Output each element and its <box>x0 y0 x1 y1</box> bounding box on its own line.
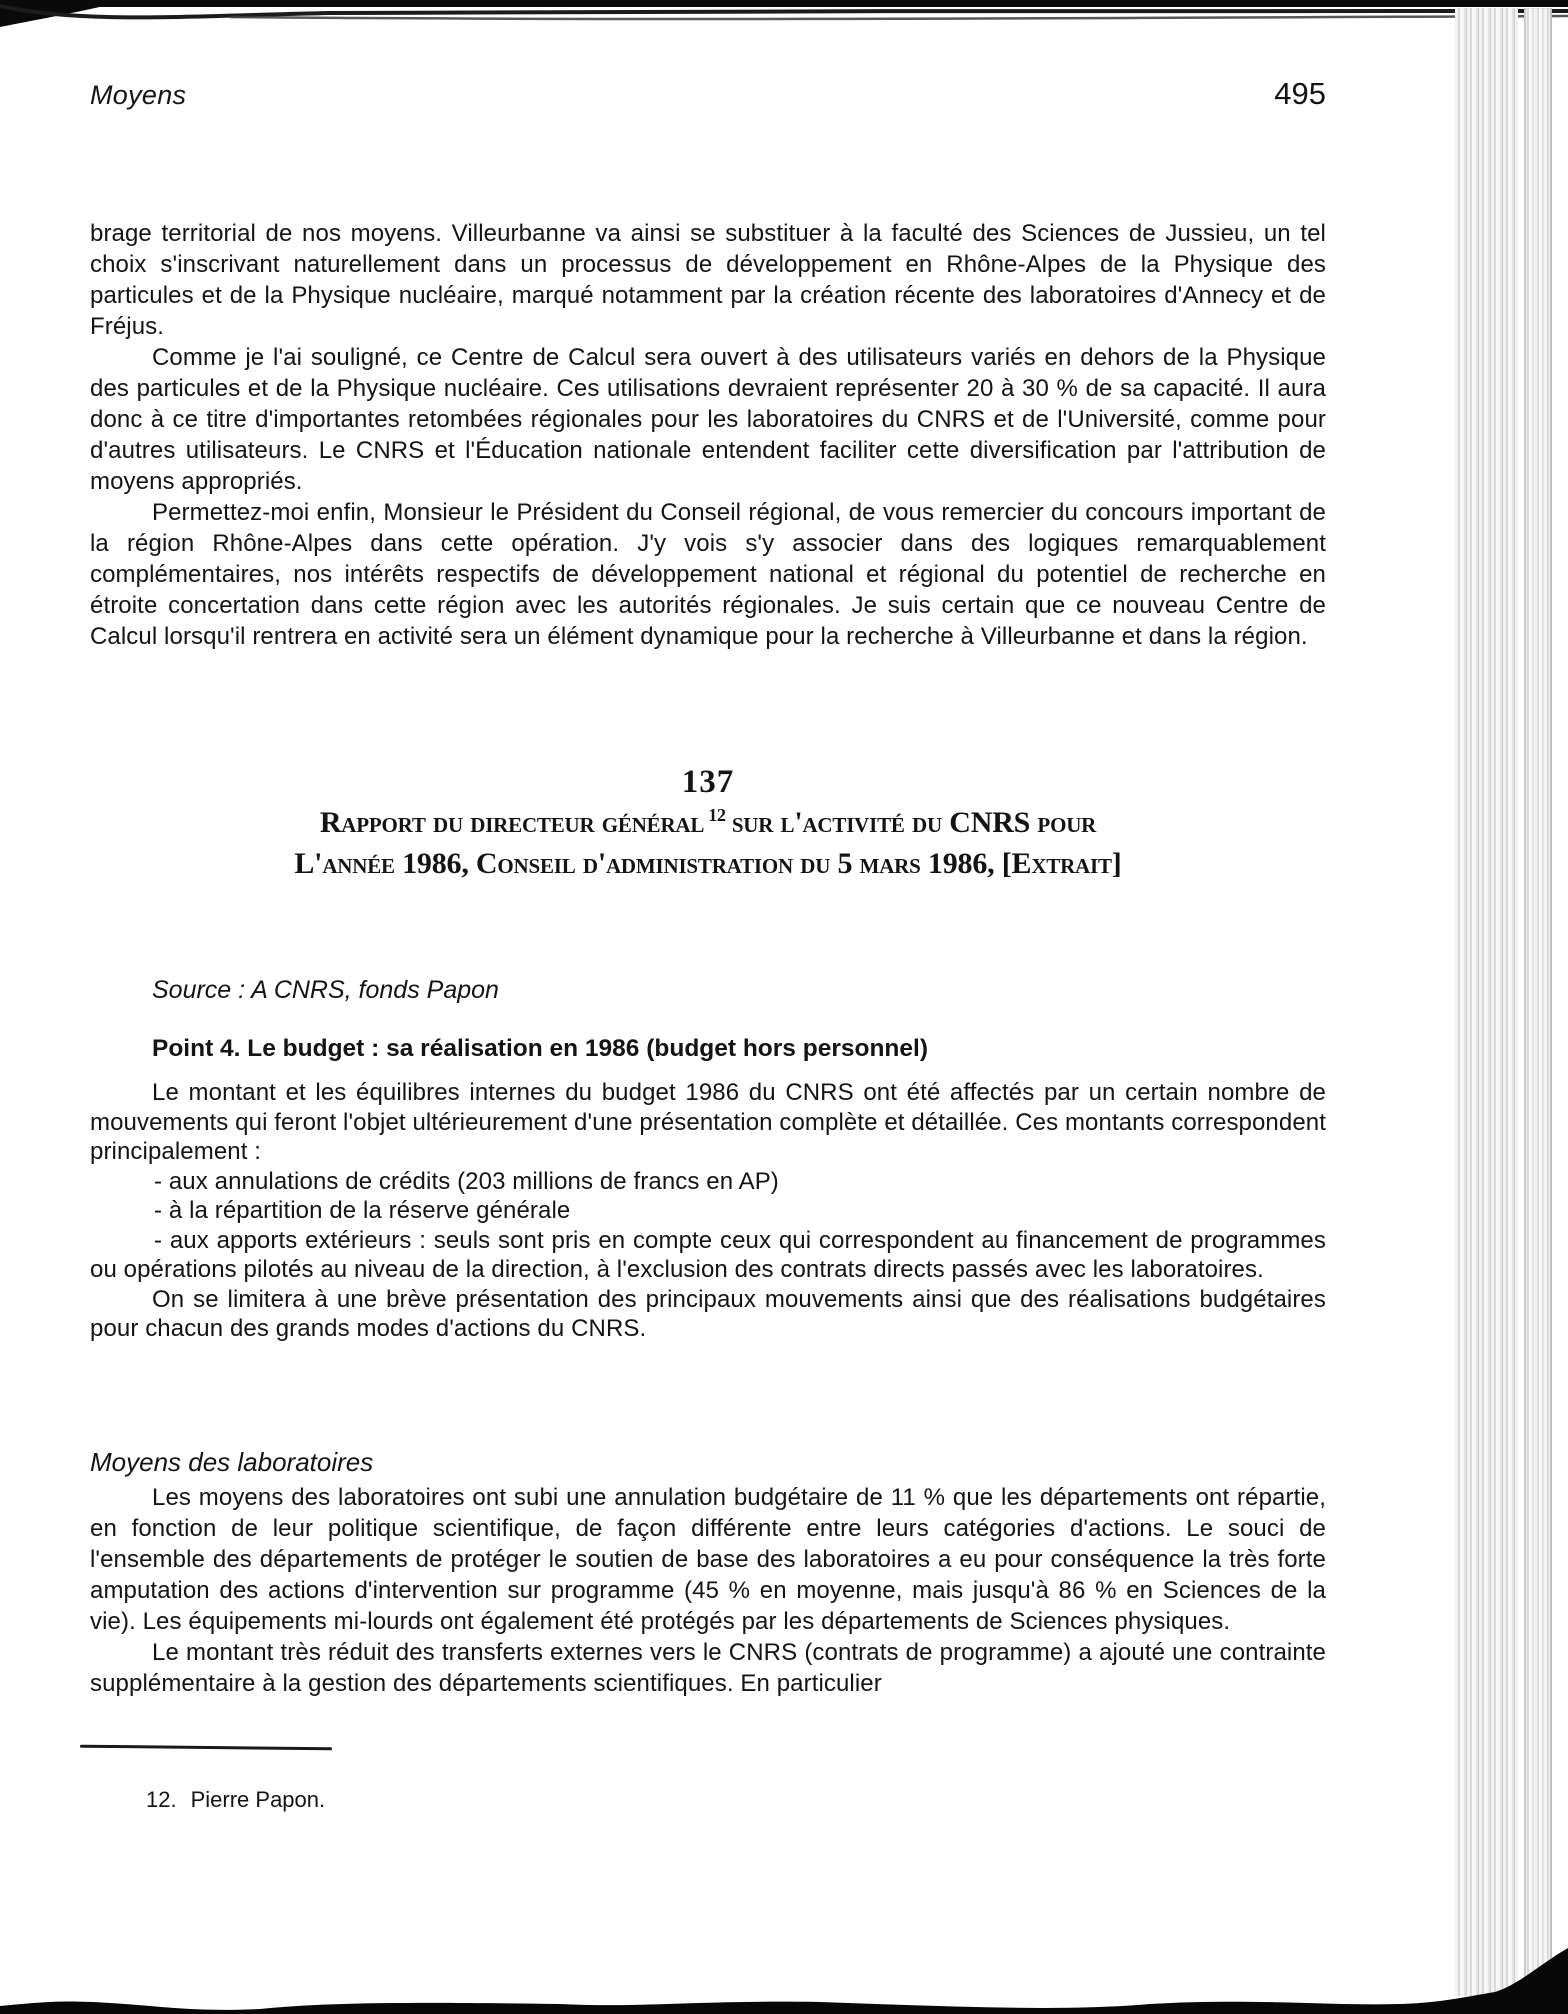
book-page-stack-edge <box>1455 8 1518 1996</box>
page-number: 495 <box>1274 76 1326 111</box>
running-header <box>90 76 1326 112</box>
document-title <box>90 802 1326 884</box>
book-page-stack-edge-outer <box>1524 8 1552 1996</box>
list-item: - aux annulations de crédits (203 millions de francs en AP) <box>154 1167 779 1195</box>
paragraph: Comme je l'ai souligné, ce Centre de Calcul sera ouvert à des utilisateurs variés en dehors de la Physique des particules et de la Physique nucléaire. Ces utilisations devraient représenter 20 à 30 % de sa capacité. Il aura donc à ce titre d'importantes retombées régionales pour les laboratoires du CNRS et de l'Université, comme pour d'autres utilisateurs. Le CNRS et l'Éducation nationale entendent faciliter cette diversification par l'attribution de moyens appropriés. <box>90 344 1326 495</box>
scan-bottom-edge-artifact <box>0 1924 1568 2014</box>
footnote-reference: 12 <box>708 805 726 825</box>
list-item: - à la répartition de la réserve générale <box>154 1197 571 1224</box>
running-header-title: Moyens <box>90 80 187 110</box>
footnote-text: Pierre Papon. <box>190 1787 326 1812</box>
paragraph: Le montant très réduit des transferts externes vers le CNRS (contrats de programme) a ajouté une contrainte supplémentaire à la gestion des départements scientifiques. En particulier <box>90 1639 1326 1697</box>
paragraph: On se limitera à une brève présentation des principaux mouvements ainsi que des réalisations budgétaires pour chacun des grands modes d'actions du CNRS. <box>90 1285 1326 1342</box>
paragraph: Les moyens des laboratoires ont subi une annulation budgétaire de 11 % que les départements ont répartie, en fonction de leur politique scientifique, de façon différente entre leurs catégories d'actions. Le souci de l'ensemble des départements de protéger le soutien de base des laboratoires a eu pour conséquence la très forte amputation des actions d'intervention sur programme (45 % en moyenne, mais jusqu'à 86 % en Sciences de la vie). Les équipements mi-lourds ont également été protégés par les départements de Sciences physiques. <box>90 1484 1326 1635</box>
laboratories-section <box>90 1482 1326 1699</box>
subsection-heading: Moyens des laboratoires <box>90 1447 374 1477</box>
point-heading: Point 4. Le budget : sa réalisation en 1986 (budget hors personnel) <box>152 1034 928 1062</box>
budget-section <box>90 1078 1326 1344</box>
paragraph-continuation: brage territorial de nos moyens. Villeurbanne va ainsi se substituer à la faculté des Sciences de Jussieu, un tel choix s'inscrivant naturellement dans un processus de développement en Rhône-Alpes de la Physique des particules et de la Physique nucléaire, marqué notamment par la création récente des laboratoires d'Annecy et de Fréjus. <box>90 220 1326 340</box>
paragraph: Permettez-moi enfin, Monsieur le Président du Conseil régional, de vous remercier du concours important de la région Rhône-Alpes dans cette opération. J'y vois s'y associer dans des logiques remarquablement complémentaires, nos intérêts respectifs de développement national et régional du potentiel de recherche en étroite concertation dans cette région avec les autorités régionales. Je suis certain que ce nouveau Centre de Calcul lorsqu'il rentrera en activité sera un élément dynamique pour la recherche à Villeurbanne et dans la région. <box>90 499 1326 650</box>
footnote-number: 12. <box>146 1787 177 1812</box>
document-heading <box>90 762 1326 884</box>
intro-section <box>90 218 1326 652</box>
list-item: - aux apports extérieurs : seuls sont pris en compte ceux qui correspondent au financement de programmes ou opérations pilotés au niveau de la direction, à l'exclusion des contrats directs passés avec les laboratoires. <box>90 1226 1326 1283</box>
source-line: Source : A CNRS, fonds Papon <box>152 976 499 1004</box>
scan-top-edge-artifact <box>0 0 1568 42</box>
paragraph: Le montant et les équilibres internes du budget 1986 du CNRS ont été affectés par un certain nombre de mouvements qui feront l'objet ultérieurement d'une présentation complète et détaillée. Ces montants correspondent principalement : <box>90 1079 1326 1165</box>
document-title-line2: L'année 1986, Conseil d'administration du 5 mars 1986, [Extrait] <box>294 847 1122 880</box>
footnote <box>146 1786 325 1814</box>
document-title-line1-post: sur l'activité du CNRS pour <box>731 806 1097 839</box>
document-number: 137 <box>681 764 735 800</box>
document-title-line1-pre: Rapport du directeur général <box>319 806 705 839</box>
footnote-rule <box>80 1745 332 1751</box>
